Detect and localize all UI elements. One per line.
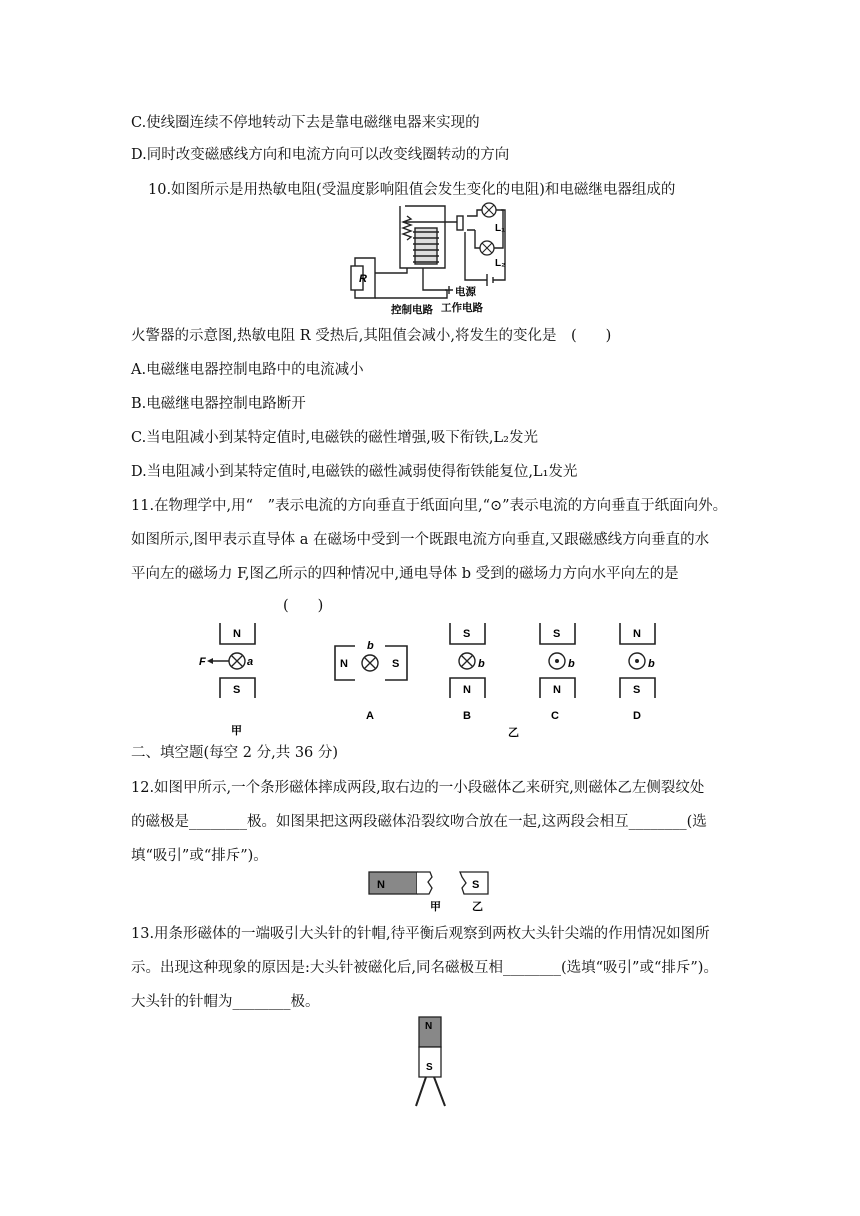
- option-b-conductor-b: b: [478, 658, 485, 670]
- q10-option-b: B.电磁继电器控制电路断开: [131, 396, 306, 412]
- magnet-yi-s-pole: S: [472, 879, 480, 891]
- bar-magnet-n-pole: N: [425, 1021, 433, 1032]
- q11-stem-2: 如图所示,图甲表示直导体 a 在磁场中受到一个既跟电流方向垂直,又跟磁感线方向垂直的水: [131, 532, 710, 548]
- option-a-left-pole: N: [340, 658, 348, 670]
- option-a-conductor-b: b: [367, 640, 374, 652]
- figure-yi-label: 乙: [508, 727, 519, 739]
- option-c-conductor-b: b: [568, 658, 575, 670]
- q13-stem-2: 示。出现这种现象的原因是:大头针被磁化后,同名磁极互相________(选填“吸引”或“排斥”)。: [131, 960, 718, 976]
- q10-option-a: A.电磁继电器控制电路中的电流减小: [131, 362, 364, 378]
- q12-stem-3: 填“吸引”或“排斥”)。: [131, 848, 268, 864]
- option-a-label: A: [366, 710, 374, 722]
- magnet-yi-label: 乙: [472, 901, 483, 913]
- q12-broken-magnet-figure: [368, 870, 498, 915]
- figure-jia-label: 甲: [231, 725, 242, 737]
- power-source-label: 电源: [455, 286, 476, 298]
- q10-option-c: C.当电阻减小到某特定值时,电磁铁的磁性增强,吸下衔铁,L₂发光: [131, 430, 538, 446]
- q11-stem-3: 平向左的磁场力 F,图乙所示的四种情况中,通电导体 b 受到的磁场力方向水平向左的是: [131, 566, 679, 582]
- option-c-bottom-pole: N: [553, 684, 561, 696]
- bar-magnet-s-pole: S: [426, 1062, 433, 1073]
- lamp-l2-label: L₂: [495, 258, 506, 269]
- conductor-a-label: a: [247, 656, 254, 668]
- q10-option-d: D.当电阻减小到某特定值时,电磁铁的磁性减弱使得衔铁能复位,L₁发光: [131, 464, 578, 480]
- control-circuit-label: 控制电路: [391, 304, 433, 316]
- q12-stem-2: 的磁极是________极。如图果把这两段磁体沿裂纹吻合放在一起,这两段会相互________(选: [131, 814, 707, 830]
- option-d-top-pole: N: [633, 628, 641, 640]
- jia-top-pole: N: [233, 628, 241, 640]
- resistor-r-label: R: [359, 273, 367, 285]
- lamp-l1-label: L₁: [495, 223, 506, 234]
- q10-relay-circuit-figure: [345, 198, 515, 316]
- force-f-label: F: [199, 656, 206, 668]
- q12-stem-1: 12.如图甲所示,一个条形磁体摔成两段,取右边的一小段磁体乙来研究,则磁体乙左侧裂纹处: [131, 780, 705, 796]
- option-c-label: C: [551, 710, 559, 722]
- q11-stem-1: 11.在物理学中,用“ ”表示电流的方向垂直于纸面向里,“⊙”表示电流的方向垂直于纸面向外。: [131, 498, 728, 514]
- option-d-conductor-b: b: [648, 658, 655, 670]
- q11-answer-paren: ( ): [283, 598, 324, 614]
- option-b-label: B: [463, 710, 471, 722]
- magnet-jia-n-pole: N: [377, 879, 385, 891]
- jia-bottom-pole: S: [233, 684, 241, 696]
- option-a-right-pole: S: [392, 658, 400, 670]
- option-c-top-pole: S: [553, 628, 561, 640]
- q13-stem-3: 大头针的针帽为________极。: [131, 994, 320, 1010]
- option-d-label: D: [633, 710, 641, 722]
- q10-stem-continued: 火警器的示意图,热敏电阻 R 受热后,其阻值会减小,将发生的变化是 ( ): [131, 328, 612, 344]
- option-b-top-pole: S: [463, 628, 471, 640]
- q10-stem: 10.如图所示是用热敏电阻(受温度影响阻值会发生变化的电阻)和电磁继电器组成的: [148, 182, 676, 198]
- section-2-heading: 二、填空题(每空 2 分,共 36 分): [131, 745, 339, 761]
- q11-magnet-figure: [195, 618, 675, 740]
- q9-option-d: D.同时改变磁感线方向和电流方向可以改变线圈转动的方向: [131, 147, 510, 163]
- option-d-bottom-pole: S: [633, 684, 641, 696]
- magnet-jia-label: 甲: [430, 901, 441, 913]
- option-b-bottom-pole: N: [463, 684, 471, 696]
- work-circuit-label: 工作电路: [441, 302, 483, 314]
- q9-option-c: C.使线圈连续不停地转动下去是靠电磁继电器来实现的: [131, 115, 480, 131]
- q13-pins-figure: [408, 1015, 454, 1110]
- q13-stem-1: 13.用条形磁体的一端吸引大头针的针帽,待平衡后观察到两枚大头针尖端的作用情况如图所: [131, 926, 710, 942]
